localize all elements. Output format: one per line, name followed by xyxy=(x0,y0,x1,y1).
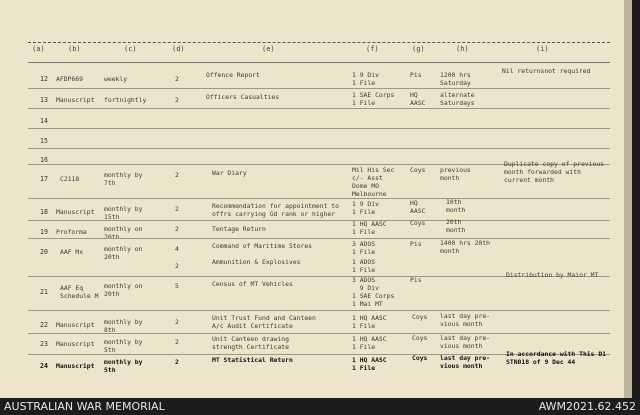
due-date: last day pre- vious month xyxy=(440,334,491,350)
row-number: 12 xyxy=(40,75,48,83)
distribution: 3 ADOS 1 File xyxy=(352,240,376,256)
frequency: fortnightly xyxy=(104,96,147,104)
copies: 2 xyxy=(175,338,179,346)
return-title: Officers Casualties xyxy=(206,93,280,101)
distribution: Mil His Sec c/- Asst Dome MO Melbourne xyxy=(352,166,395,198)
frequency: monthly by 5th xyxy=(104,338,143,354)
distribution: 1 HQ AASC 1 File xyxy=(352,220,387,236)
distribution: 1 SAE Corps 1 File xyxy=(352,91,395,107)
column-header-h: (h) xyxy=(456,45,469,53)
copies: 2 xyxy=(175,171,179,179)
row-divider xyxy=(28,198,610,199)
column-header-b: (b) xyxy=(68,45,81,53)
copies: 2 xyxy=(175,262,179,270)
column-header-d: (d) xyxy=(172,45,185,53)
rendered-by: Pis xyxy=(410,240,422,248)
distribution: 3 ADOS 9 Div 1 SAE Corps 1 Mai MT xyxy=(352,276,395,308)
return-title: Recommendation for appointment to offrs carrying Gd rank or higher xyxy=(212,202,339,218)
due-date: last day pre- vious month xyxy=(440,354,491,370)
return-title: Tentage Return xyxy=(212,225,266,233)
row-number: 19 xyxy=(40,228,48,236)
return-name: Manuscript xyxy=(56,340,95,348)
distribution: 1 HQ AASC 1 File xyxy=(352,314,387,330)
return-title: Unit Trust Fund and Canteen A/c Audit Certificate xyxy=(212,314,316,330)
row-number: 15 xyxy=(40,137,48,145)
due-date: 1200 hrs Saturday xyxy=(440,71,471,87)
rendered-by: Coys xyxy=(410,219,426,227)
row-divider xyxy=(28,128,610,129)
due-date: last day pre- vious month xyxy=(440,312,491,328)
due-date: alternate Saturdays xyxy=(440,91,475,107)
distribution: 1 HQ AASC 1 File xyxy=(352,356,387,372)
copies: 2 xyxy=(175,75,179,83)
return-title: Ammunition & Explosives xyxy=(212,258,301,266)
column-header-e: (e) xyxy=(262,45,275,53)
copies: 2 xyxy=(175,225,179,233)
row-number: 16 xyxy=(40,156,48,164)
remarks: Nil returnsnot required xyxy=(502,67,591,75)
rendered-by: Pis xyxy=(410,276,422,284)
row-number: 17 xyxy=(40,175,48,183)
row-divider xyxy=(28,238,610,239)
row-number: 20 xyxy=(40,248,48,256)
copies: 2 xyxy=(175,358,179,366)
distribution: 1 9 Div 1 File xyxy=(352,71,379,87)
distribution: 1 HQ AASC 1 File xyxy=(352,335,387,351)
return-title: Command of Maritime Stores xyxy=(212,242,313,250)
return-name: C2118 xyxy=(60,175,80,183)
frequency: monthly by 7th xyxy=(104,171,143,187)
return-title: Unit Canteen drawing strength Certificate xyxy=(212,335,289,351)
row-divider xyxy=(28,88,610,89)
frequency: monthly by 5th xyxy=(104,358,143,374)
copies: 4 xyxy=(175,245,179,253)
copies: 5 xyxy=(175,282,179,290)
due-date: 1400 hrs 20th month xyxy=(440,239,491,255)
frequency: monthly by 8th xyxy=(104,318,143,334)
footer-institution: AUSTRALIAN WAR MEMORIAL xyxy=(4,400,165,413)
footer-bar xyxy=(0,398,640,415)
row-number: 18 xyxy=(40,208,48,216)
header-rule xyxy=(28,62,610,63)
remarks: In accordance with This D1 STN018 of 9 Dec 44 xyxy=(506,350,607,366)
distribution: 1 9 Div 1 File xyxy=(352,200,379,216)
frequency: monthly on 20th xyxy=(104,282,143,298)
frequency: monthly on 20th xyxy=(104,245,143,261)
due-date: previous month xyxy=(440,166,471,182)
copies: 2 xyxy=(175,96,179,104)
row-number: 24 xyxy=(40,362,48,370)
rendered-by: HQ AASC xyxy=(410,91,426,107)
return-title: MT Statistical Return xyxy=(212,356,293,364)
footer-accession-number: AWM2021.62.452 xyxy=(538,400,636,413)
top-dashed-rule xyxy=(28,42,610,43)
return-title: Census of MT Vehicles xyxy=(212,280,293,288)
distribution: 1 ADOS 1 File xyxy=(352,258,376,274)
row-number: 14 xyxy=(40,117,48,125)
return-name: AAF Eq Schedule M xyxy=(60,284,99,300)
rendered-by: Pis xyxy=(410,71,422,79)
column-header-a: (a) xyxy=(32,45,45,53)
frequency: monthly on 20th xyxy=(104,225,143,241)
page-edge xyxy=(624,0,632,398)
return-name: Manuscript xyxy=(56,362,95,370)
copies: 2 xyxy=(175,318,179,326)
rendered-by: Coys xyxy=(412,354,428,362)
copies: 2 xyxy=(175,205,179,213)
return-title: War Diary xyxy=(212,169,247,177)
return-name: AAF Mx xyxy=(60,248,84,256)
column-header-g: (g) xyxy=(412,45,425,53)
row-divider xyxy=(28,108,610,109)
row-number: 23 xyxy=(40,340,48,348)
column-header-i: (i) xyxy=(536,45,549,53)
return-name: Manuscript xyxy=(56,208,95,216)
remarks: Duplicate copy of previous month forwarded with current month xyxy=(504,160,605,184)
return-name: AFDP669 xyxy=(56,75,83,83)
row-number: 22 xyxy=(40,321,48,329)
return-title: Offence Report xyxy=(206,71,260,79)
row-number: 21 xyxy=(40,288,48,296)
rendered-by: Coys xyxy=(410,166,426,174)
row-number: 13 xyxy=(40,96,48,104)
frequency: monthly by 15th xyxy=(104,205,143,221)
column-header-c: (c) xyxy=(124,45,137,53)
return-name: Manuscript xyxy=(56,321,95,329)
row-divider xyxy=(28,310,610,311)
rendered-by: HQ AASC xyxy=(410,199,426,215)
frequency: weekly xyxy=(104,75,128,83)
rendered-by: Coys xyxy=(412,313,428,321)
return-name: Proforma xyxy=(56,228,87,236)
row-divider xyxy=(28,220,610,221)
row-divider xyxy=(28,148,610,149)
rendered-by: Coys xyxy=(412,334,428,342)
return-name: Manuscript xyxy=(56,96,95,104)
column-header-f: (f) xyxy=(366,45,379,53)
remarks: Distribution by Maior MT xyxy=(506,271,599,279)
due-date: 10th month xyxy=(446,198,466,214)
row-divider xyxy=(28,333,610,334)
due-date: 20th month xyxy=(446,218,466,234)
